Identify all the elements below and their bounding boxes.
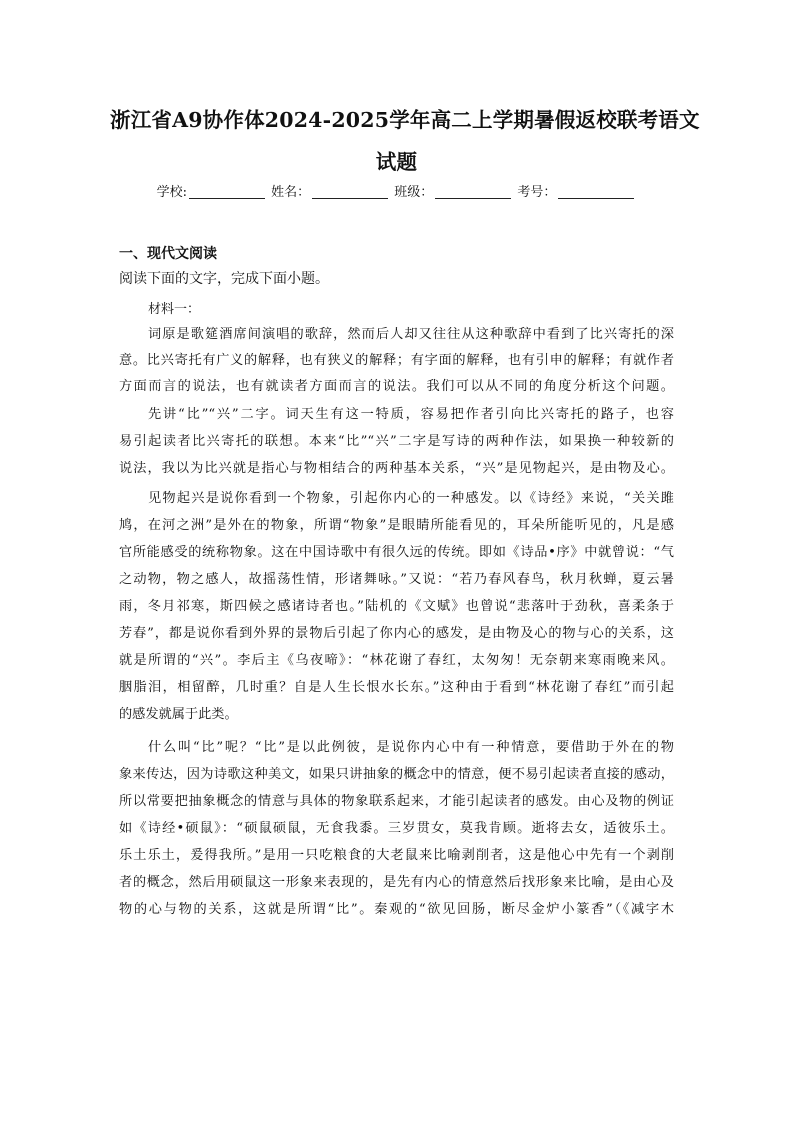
body-line: 词原是歌筵酒席间演唱的歌辞，然而后人却又往往从这种歌辞中看到了比兴寄托的深 [148,327,674,342]
body-line: 雨，冬月祁寒，斯四候之感诸诗者也。”陆机的《文赋》也曾说“悲落叶于劲秋，喜柔条于 [119,599,674,614]
body-line: 乐土乐土，爰得我所。”是用一只吃粮食的大老鼠来比喻剥削者，这是他心中先有一个剥削 [119,848,674,863]
student-info-row [0,181,793,200]
body-line: 如《诗经•硕鼠》：“硕鼠硕鼠，无食我黍。三岁贯女，莫我肯顾。逝将去女，适彼乐土。 [119,821,674,836]
body-line: 之动物，物之感人，故摇荡性情，形诸舞咏。”又说：“若乃春风春鸟，秋月秋蝉，夏云暑 [119,572,674,587]
document-title-line-1: 浙江省A9协作体2024-2025学年高二上学期暑假返校联考语文 [110,108,700,132]
body-line: 的感发就属于此类。 [119,707,238,722]
body-line: 鸠，在河之洲”是外在的物象，所谓“物象”是眼睛所能看见的，耳朵所能听见的，凡是感 [119,518,674,533]
instruction-text: 阅读下面的文字，完成下面小题。 [119,271,329,287]
body-line: 方面而言的说法，也有就读者方面而言的说法。我们可以从不同的角度分析这个问题。 [119,379,674,394]
body-line: 见物起兴是说你看到一个物象，引起你内心的一种感发。以《诗经》来说，“关关雎 [148,491,674,506]
class-blank [435,186,511,199]
body-line: 象来传达，因为诗歌这种美文，如果只讲抽象的概念中的情意，便不易引起读者直接的感动， [119,767,674,782]
body-line: 胭脂泪，相留醉，几时重？自是人生长恨水长东。”这种由于看到“林花谢了春红”而引起 [119,680,674,695]
body-line: 先讲“比”“兴”二字。词天生有这一特质，容易把作者引向比兴寄托的路子，也容 [148,407,674,422]
school-blank [189,186,265,199]
body-line: 芳春”，都是说你看到外界的景物后引起了你内心的感发，是由物及心的物与心的关系，这 [119,626,674,641]
material-label: 材料一： [148,302,201,317]
body-line: 什么叫“比”呢？“比”是以此例彼，是说你内心中有一种情意，要借助于外在的物 [148,740,674,755]
name-blank [312,186,388,199]
body-line: 意。比兴寄托有广义的解释，也有狭义的解释；有字面的解释，也有引申的解释；有就作者 [119,353,674,368]
exam-number-label: 考号： [517,185,557,200]
body-line: 官所能感受的统称物象。这在中国诗歌中有很久远的传统。即如《诗品•序》中就曾说：“气 [119,545,674,560]
school-label: 学校: [156,185,187,200]
exam-number-blank [558,186,634,199]
section-heading: 一、现代文阅读 [119,246,217,262]
body-line: 就是所谓的“兴”。李后主《乌夜啼》：“林花谢了春红，太匆匆！无奈朝来寒雨晚来风。 [119,653,674,668]
class-label: 班级： [394,185,434,200]
document-title-line-2: 试题 [375,150,418,174]
body-line: 说法，我以为比兴就是指心与物相结合的两种基本关系，“兴”是见物起兴，是由物及心。 [119,461,674,476]
body-line: 物的心与物的关系，这就是所谓“比”。秦观的“欲见回肠，断尽金炉小篆香”（《减字木 [119,902,674,917]
body-line: 易引起读者比兴寄托的联想。本来“比”“兴”二字是写诗的两种作法，如果换一种较新的 [119,434,674,449]
name-label: 姓名： [271,185,311,200]
body-line: 者的概念，然后用硕鼠这一形象来表现的，是先有内心的情意然后找形象来比喻，是由心及 [119,875,674,890]
body-line: 所以常要把抽象概念的情意与具体的物象联系起来，才能引起读者的感发。由心及物的例证 [119,794,674,809]
